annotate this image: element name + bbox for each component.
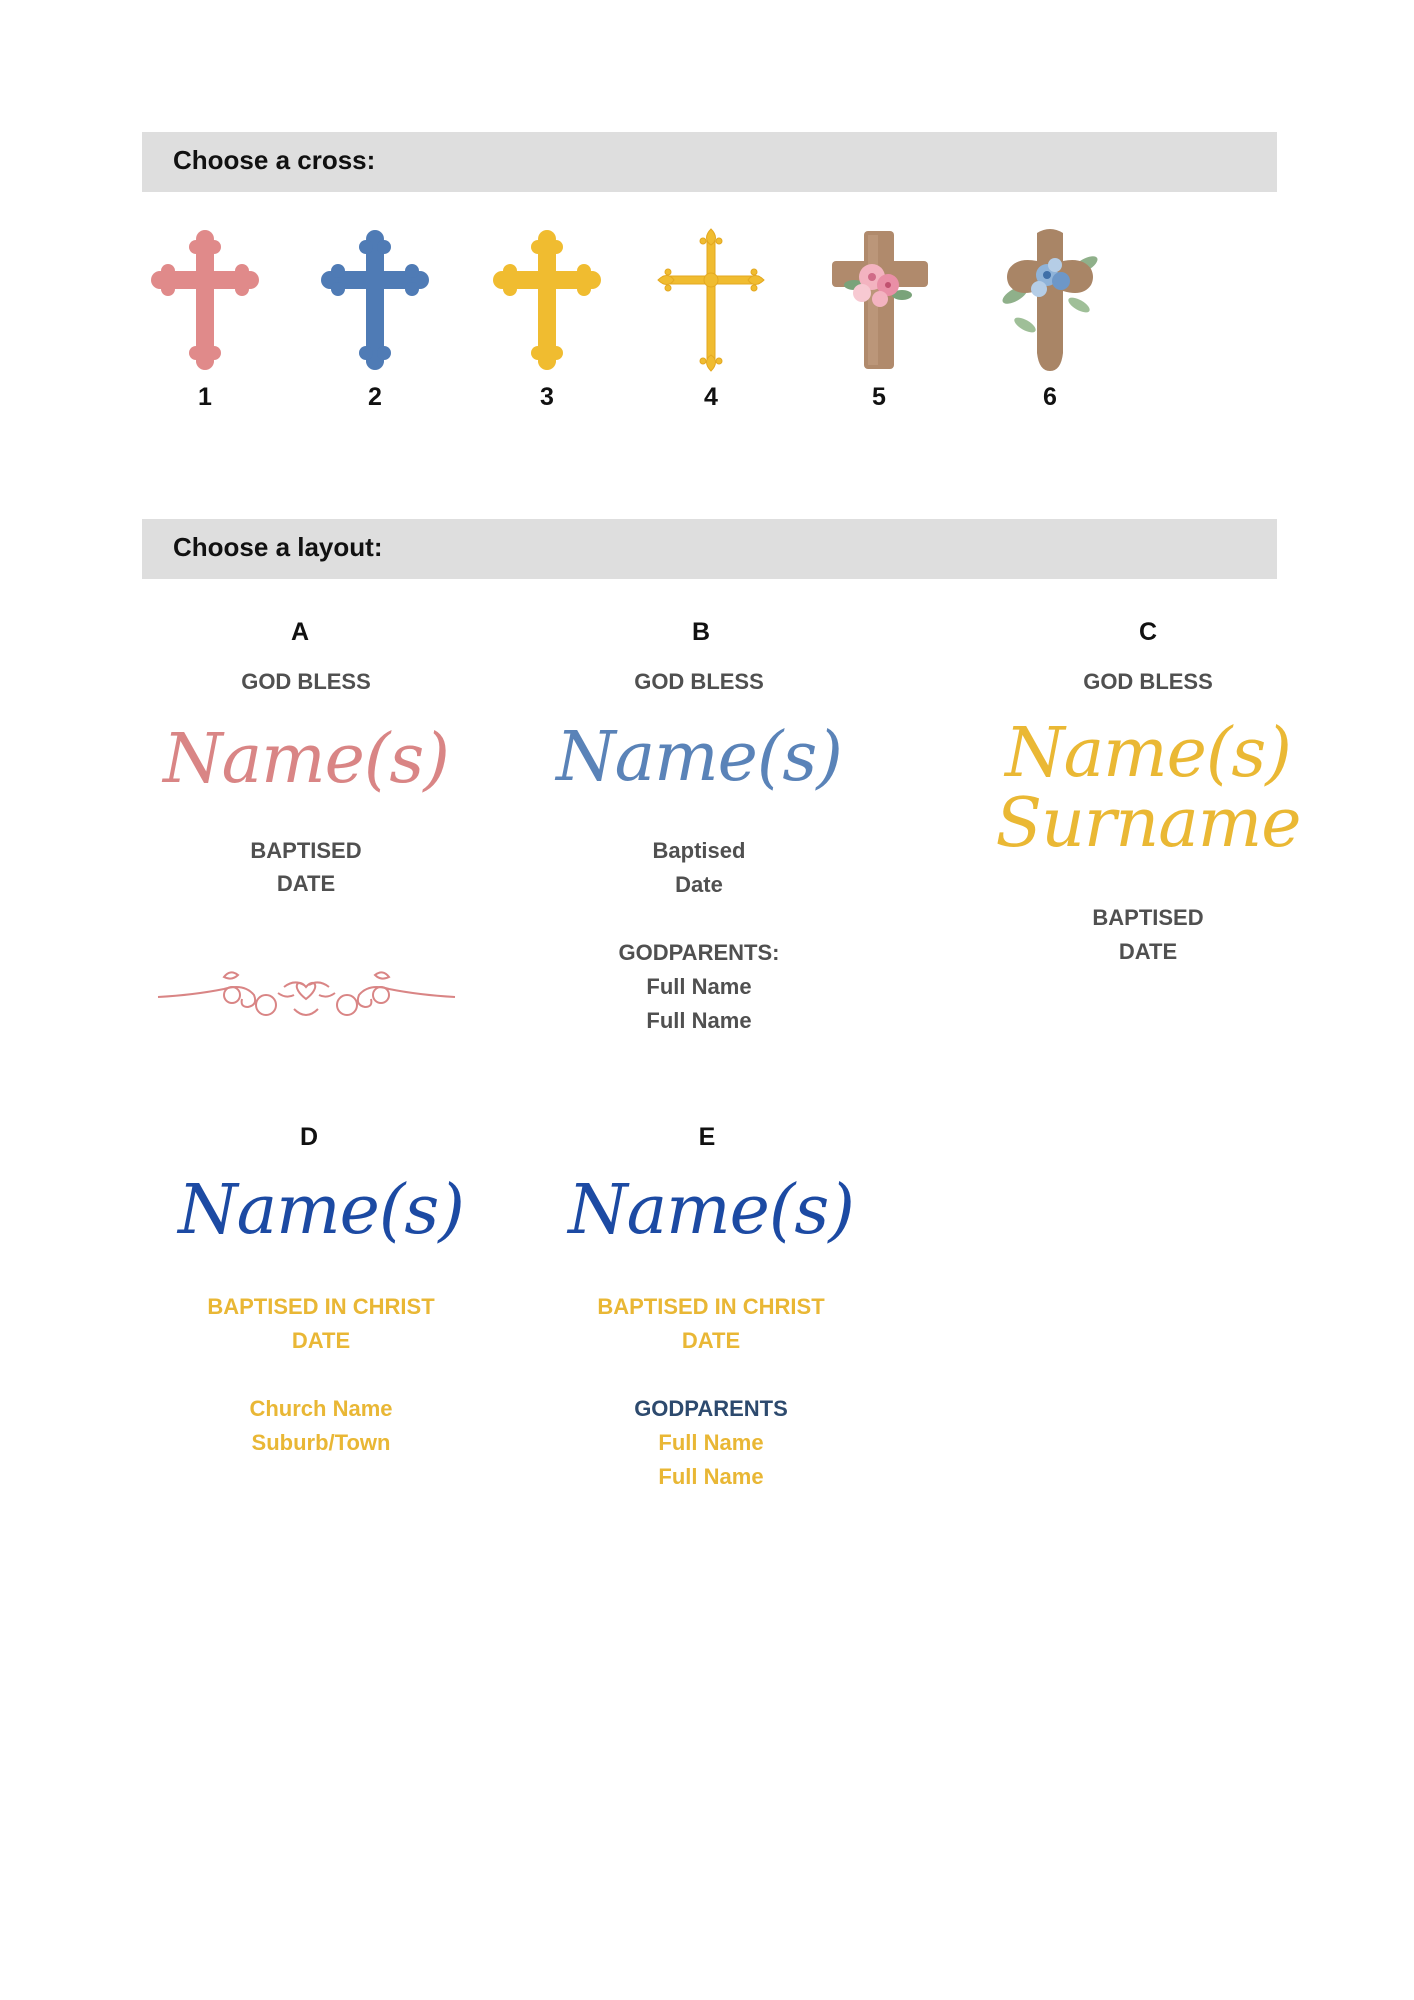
godparent-name: Full Name (646, 1008, 752, 1033)
cross-number: 4 (704, 383, 718, 411)
cross-option-5[interactable] (824, 225, 954, 425)
cross-section-title: Choose a cross: (173, 145, 376, 175)
header-text: GOD BLESS (241, 669, 371, 694)
date-text: DATE (291, 1328, 351, 1353)
suburb-town-text: Suburb/Town (251, 1430, 391, 1455)
cross-option-6[interactable] (995, 225, 1125, 425)
layout-letter: E (698, 1123, 716, 1151)
budded-cross-icon (150, 225, 260, 375)
layout-option-b[interactable] (519, 610, 879, 1040)
date-text: DATE (276, 871, 336, 896)
ornate-thin-cross-icon (656, 225, 766, 375)
layout-option-d[interactable] (141, 1115, 501, 1475)
budded-cross-icon (320, 225, 430, 375)
layout-option-e[interactable] (531, 1115, 891, 1505)
cross-section-header (142, 132, 1277, 192)
godparent-name: Full Name (658, 1464, 764, 1489)
layout-letter: A (290, 618, 310, 646)
church-name-text: Church Name (249, 1396, 393, 1421)
cross-number: 3 (540, 383, 554, 411)
layout-letter: D (299, 1123, 319, 1151)
baptised-text: BAPTISED (250, 838, 362, 863)
layout-option-a[interactable] (126, 610, 486, 1030)
name-script: Name(s) (1005, 714, 1291, 793)
layout-section-header (142, 519, 1277, 579)
cross-option-3[interactable] (492, 225, 622, 425)
baptised-in-christ-text: BAPTISED IN CHRIST (597, 1294, 825, 1319)
godparent-name: Full Name (646, 974, 752, 999)
surname-script: Surname (995, 784, 1301, 863)
wooden-cross-pink-flowers-icon (824, 225, 934, 375)
name-script: Name(s) (568, 1171, 854, 1250)
cross-number: 5 (872, 383, 886, 411)
layout-letter: B (691, 618, 711, 646)
date-text: DATE (681, 1328, 741, 1353)
baptised-text: Baptised (652, 838, 746, 863)
date-text: DATE (1118, 939, 1178, 964)
baptised-in-christ-text: BAPTISED IN CHRIST (207, 1294, 435, 1319)
baptised-text: BAPTISED (1092, 905, 1204, 930)
layout-letter: C (1138, 618, 1158, 646)
name-script: Name(s) (178, 1171, 464, 1250)
godparents-label: GODPARENTS (634, 1396, 788, 1421)
name-script: Name(s) (556, 718, 842, 797)
cross-number: 2 (368, 383, 382, 411)
floral-divider-icon (154, 965, 459, 1025)
budded-cross-icon (492, 225, 602, 375)
cross-option-1[interactable] (150, 225, 280, 425)
header-text: GOD BLESS (634, 669, 764, 694)
godparent-name: Full Name (658, 1430, 764, 1455)
godparents-label: GODPARENTS: (618, 940, 780, 965)
date-text: Date (675, 872, 723, 897)
layout-option-c[interactable] (968, 610, 1328, 970)
layout-section-title: Choose a layout: (173, 532, 383, 562)
header-text: GOD BLESS (1083, 669, 1213, 694)
cross-option-2[interactable] (320, 225, 450, 425)
wooden-cross-blue-flowers-icon (995, 225, 1105, 375)
cross-number: 6 (1043, 383, 1057, 411)
cross-number: 1 (198, 383, 212, 411)
cross-option-4[interactable] (656, 225, 786, 425)
name-script: Name(s) (163, 720, 449, 799)
